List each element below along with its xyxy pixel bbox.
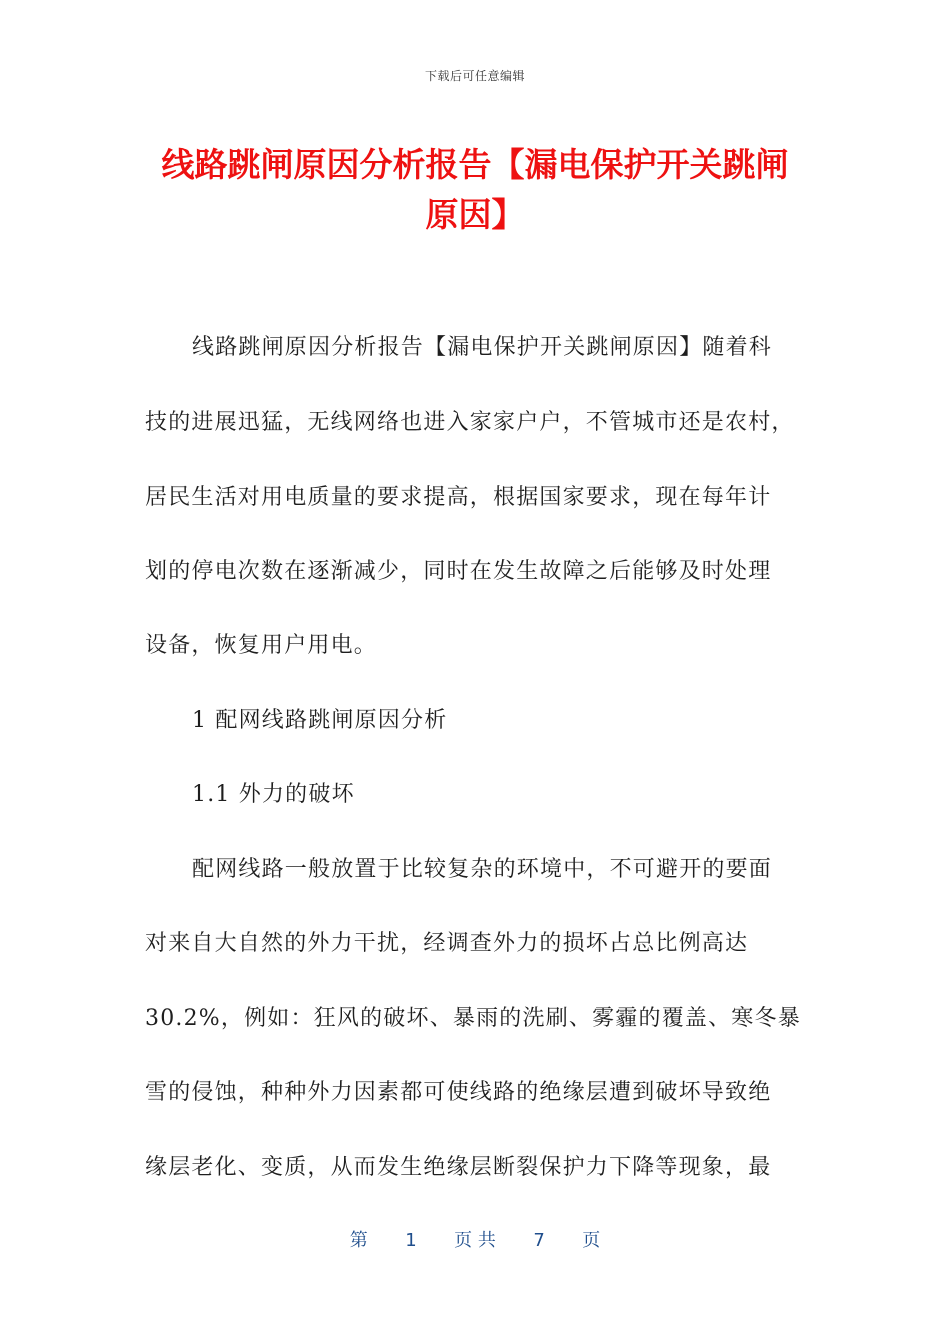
paragraph-line: 技的进展迅猛，无线网络也进入家家户户，不管城市还是农村， (145, 410, 795, 435)
paragraph-line: 缘层老化、变质，从而发生绝缘层断裂保护力下降等现象，最 (145, 1155, 772, 1180)
document-title (120, 140, 830, 240)
page-footer (0, 1226, 950, 1252)
title-line-1: 线路跳闸原因分析报告【漏电保护开关跳闸 (161, 145, 789, 184)
header-note: 下载后可任意编辑 (424, 69, 525, 83)
paragraph-line: 30.2%，例如：狂风的破坏、暴雨的洗刷、雾霾的覆盖、寒冬暴 (145, 1006, 801, 1031)
footer-middle: 页 共 (454, 1230, 496, 1251)
paragraph-line: 配网线路一般放置于比较复杂的环境中，不可避开的要面 (192, 857, 773, 882)
paragraph-line: 对来自大自然的外力干扰，经调查外力的损坏占总比例高达 (145, 931, 749, 956)
footer-page-number: 1 (405, 1230, 417, 1251)
paragraph-line: 居民生活对用电质量的要求提高，根据国家要求，现在每年计 (145, 485, 772, 510)
paragraph-line: 线路跳闸原因分析报告【漏电保护开关跳闸原因】随着科 (192, 335, 773, 360)
footer-total-pages: 7 (533, 1230, 545, 1251)
paragraph-line: 划的停电次数在逐渐减少，同时在发生故障之后能够及时处理 (145, 559, 772, 584)
footer-prefix: 第 (349, 1230, 368, 1251)
section-heading: 1 配网线路跳闸原因分析 (192, 708, 448, 733)
paragraph-line: 设备，恢复用户用电。 (145, 633, 378, 658)
title-line-2: 原因】 (425, 195, 525, 234)
footer-suffix: 页 (582, 1230, 601, 1251)
paragraph-line: 雪的侵蚀，种种外力因素都可使线路的绝缘层遭到破坏导致绝 (145, 1080, 772, 1105)
subsection-heading: 1.1 外力的破坏 (192, 782, 355, 807)
